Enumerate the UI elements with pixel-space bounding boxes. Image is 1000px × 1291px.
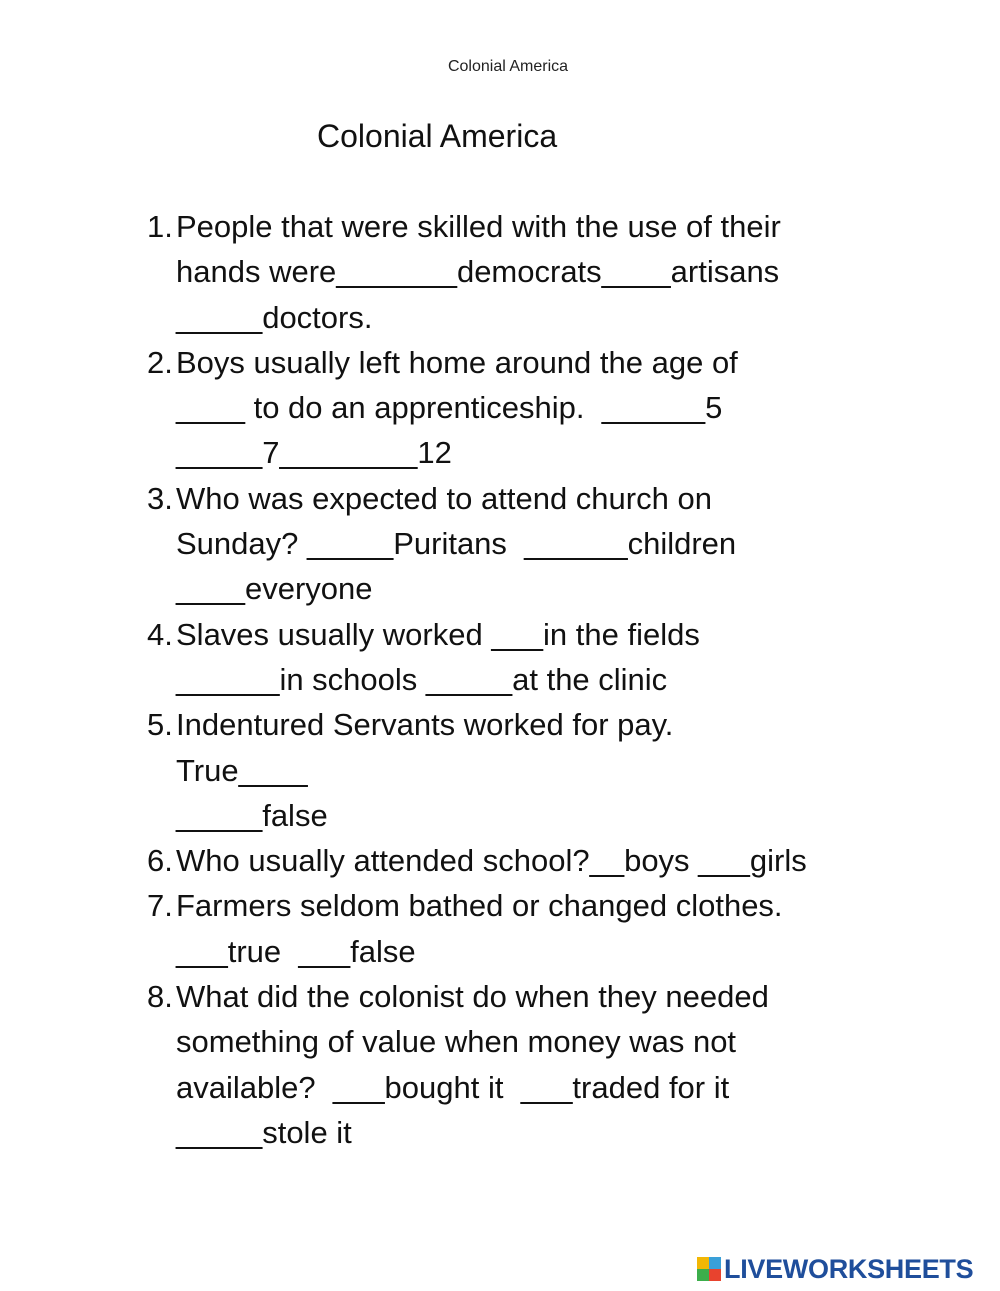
question-number: 3.: [147, 480, 173, 516]
question-line: hands were_______democrats____artisans: [176, 254, 780, 290]
question-line: What did the colonist do when they needed: [176, 979, 769, 1015]
question-text: [176, 476, 736, 612]
question-text: [176, 204, 781, 340]
question-line: ____everyone: [176, 571, 373, 607]
question-line: True____: [176, 752, 308, 788]
question-line: People that were skilled with the use of their: [176, 209, 781, 244]
brand-name: LIVEWORKSHEETS: [724, 1253, 974, 1284]
question-line: Who was expected to attend church on: [176, 480, 712, 516]
question-line: something of value when money was not: [176, 1024, 737, 1060]
question-line: _____stole it: [176, 1114, 352, 1150]
question-text: [176, 838, 807, 883]
question-text: [176, 340, 738, 476]
question-number: 5.: [147, 707, 173, 743]
question-list: [147, 204, 807, 1155]
question-line: Sunday? _____Puritans ______children: [176, 526, 737, 562]
question-item: [147, 702, 807, 838]
question-text: [176, 974, 769, 1155]
question-line: Farmers seldom bathed or changed clothes.: [176, 888, 783, 924]
running-header: Colonial America: [447, 58, 569, 75]
document-title: Colonial America: [317, 118, 558, 154]
logo-square-green: [697, 1269, 709, 1281]
question-number: 6.: [147, 843, 173, 879]
question-text: [176, 612, 700, 703]
question-item: [147, 883, 807, 974]
question-number: 7.: [147, 888, 173, 924]
question-line: available? ___bought it ___traded for it: [176, 1069, 730, 1105]
question-line: Who usually attended school?__boys ___girls: [176, 843, 807, 879]
logo-square-blue: [709, 1257, 721, 1269]
liveworksheets-logo-icon: [697, 1257, 721, 1281]
question-line: _____doctors.: [176, 299, 373, 335]
question-line: Indentured Servants worked for pay.: [176, 707, 674, 743]
question-item: [147, 476, 807, 612]
logo-square-red: [709, 1269, 721, 1281]
question-number: 8.: [147, 979, 173, 1015]
logo-square-yellow: [697, 1257, 709, 1269]
question-number: 4.: [147, 616, 173, 652]
question-line: ____ to do an apprenticeship. ______5: [176, 390, 723, 426]
question-item: [147, 204, 807, 340]
question-line: Boys usually left home around the age of: [176, 344, 738, 380]
question-number: 1.: [147, 209, 173, 244]
question-item: [147, 340, 807, 476]
question-line: ___true ___false: [176, 933, 416, 969]
question-line: Slaves usually worked ___in the fields: [176, 616, 700, 652]
brand-footer[interactable]: [697, 1252, 973, 1286]
question-item: [147, 974, 807, 1155]
question-number: 2.: [147, 344, 173, 380]
question-item: [147, 838, 807, 883]
question-line: _____false: [176, 797, 328, 833]
question-text: [176, 702, 673, 838]
question-line: _____7________12: [176, 435, 452, 471]
question-text: [176, 883, 783, 974]
question-item: [147, 612, 807, 703]
question-line: ______in schools _____at the clinic: [176, 661, 668, 697]
